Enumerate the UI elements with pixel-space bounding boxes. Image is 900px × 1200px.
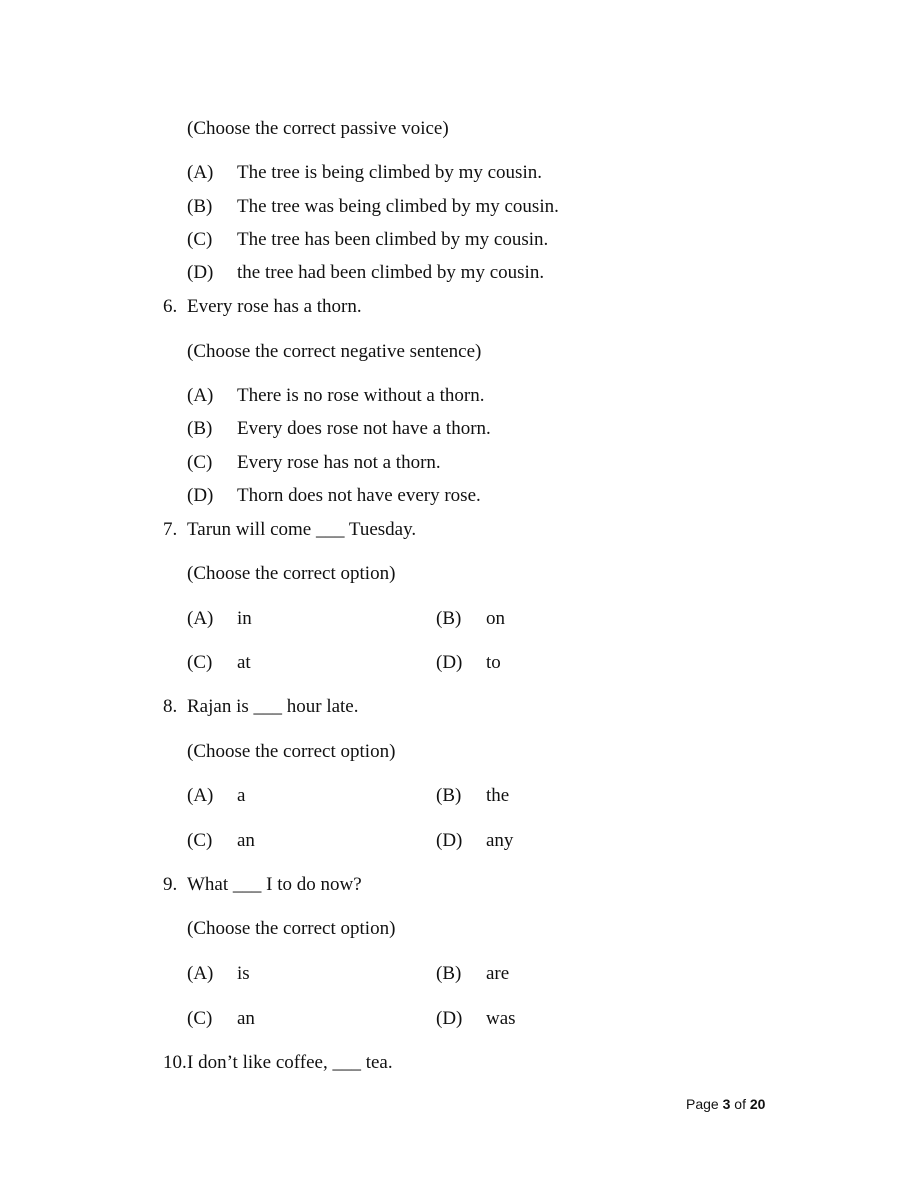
q6-instruction: (Choose the correct negative sentence) [187, 341, 482, 362]
of-word: of [734, 1096, 746, 1112]
q9-text: What ___ I to do now? [187, 874, 362, 895]
q9-option-c-text: an [237, 1008, 255, 1029]
q7-option-b-text: on [486, 608, 505, 629]
q9-option-d-text: was [486, 1008, 516, 1029]
q8-option-d-letter: (D) [436, 830, 463, 851]
q7-option-b-letter: (B) [436, 608, 462, 629]
q6-text: Every rose has a thorn. [187, 296, 362, 317]
q6-option-d-letter: (D) [187, 485, 214, 506]
q5-option-d-letter: (D) [187, 262, 214, 283]
q9-number: 9. [163, 874, 178, 895]
q7-option-a-letter: (A) [187, 608, 214, 629]
q9-option-c-letter: (C) [187, 1008, 213, 1029]
q6-number: 6. [163, 296, 178, 317]
q9-option-a-letter: (A) [187, 963, 214, 984]
q7-option-d-text: to [486, 652, 501, 673]
q9-option-b-letter: (B) [436, 963, 462, 984]
q6-option-d-text: Thorn does not have every rose. [237, 485, 481, 506]
q7-option-c-text: at [237, 652, 251, 673]
q6-option-c-letter: (C) [187, 452, 213, 473]
q5-option-a-letter: (A) [187, 162, 214, 183]
q7-text: Tarun will come ___ Tuesday. [187, 519, 417, 540]
q8-option-a-text: a [237, 785, 246, 806]
q5-option-d-text: the tree had been climbed by my cousin. [237, 262, 545, 283]
q8-option-c-letter: (C) [187, 830, 213, 851]
q7-option-c-letter: (C) [187, 652, 213, 673]
q6-option-a-letter: (A) [187, 385, 214, 406]
q5-option-b-text: The tree was being climbed by my cousin. [237, 196, 559, 217]
current-page: 3 [722, 1096, 731, 1112]
page-word: Page [686, 1096, 719, 1112]
q5-option-c-text: The tree has been climbed by my cousin. [237, 229, 549, 250]
q8-instruction: (Choose the correct option) [187, 741, 396, 762]
q7-instruction: (Choose the correct option) [187, 563, 396, 584]
q7-number: 7. [163, 519, 178, 540]
q7-option-a-text: in [237, 608, 252, 629]
q6-option-b-letter: (B) [187, 418, 213, 439]
q7-option-d-letter: (D) [436, 652, 463, 673]
page-number [686, 1096, 765, 1112]
q8-option-a-letter: (A) [187, 785, 214, 806]
q5-option-a-text: The tree is being climbed by my cousin. [237, 162, 542, 183]
q9-option-a-text: is [237, 963, 250, 984]
q10-text: I don’t like coffee, ___ tea. [187, 1052, 393, 1073]
total-pages: 20 [749, 1096, 766, 1112]
q8-option-b-text: the [486, 785, 510, 806]
q8-option-b-letter: (B) [436, 785, 462, 806]
q5-option-c-letter: (C) [187, 229, 213, 250]
q5-instruction: (Choose the correct passive voice) [187, 118, 449, 139]
q8-text: Rajan is ___ hour late. [187, 696, 359, 717]
q6-option-c-text: Every rose has not a thorn. [237, 452, 441, 473]
q5-option-b-letter: (B) [187, 196, 213, 217]
q6-option-b-text: Every does rose not have a thorn. [237, 418, 491, 439]
q8-number: 8. [163, 696, 178, 717]
q9-instruction: (Choose the correct option) [187, 918, 396, 939]
q9-option-d-letter: (D) [436, 1008, 463, 1029]
q9-option-b-text: are [486, 963, 510, 984]
q10-number: 10. [163, 1052, 187, 1073]
q8-option-d-text: any [486, 830, 514, 851]
q6-option-a-text: There is no rose without a thorn. [237, 385, 485, 406]
q8-option-c-text: an [237, 830, 255, 851]
